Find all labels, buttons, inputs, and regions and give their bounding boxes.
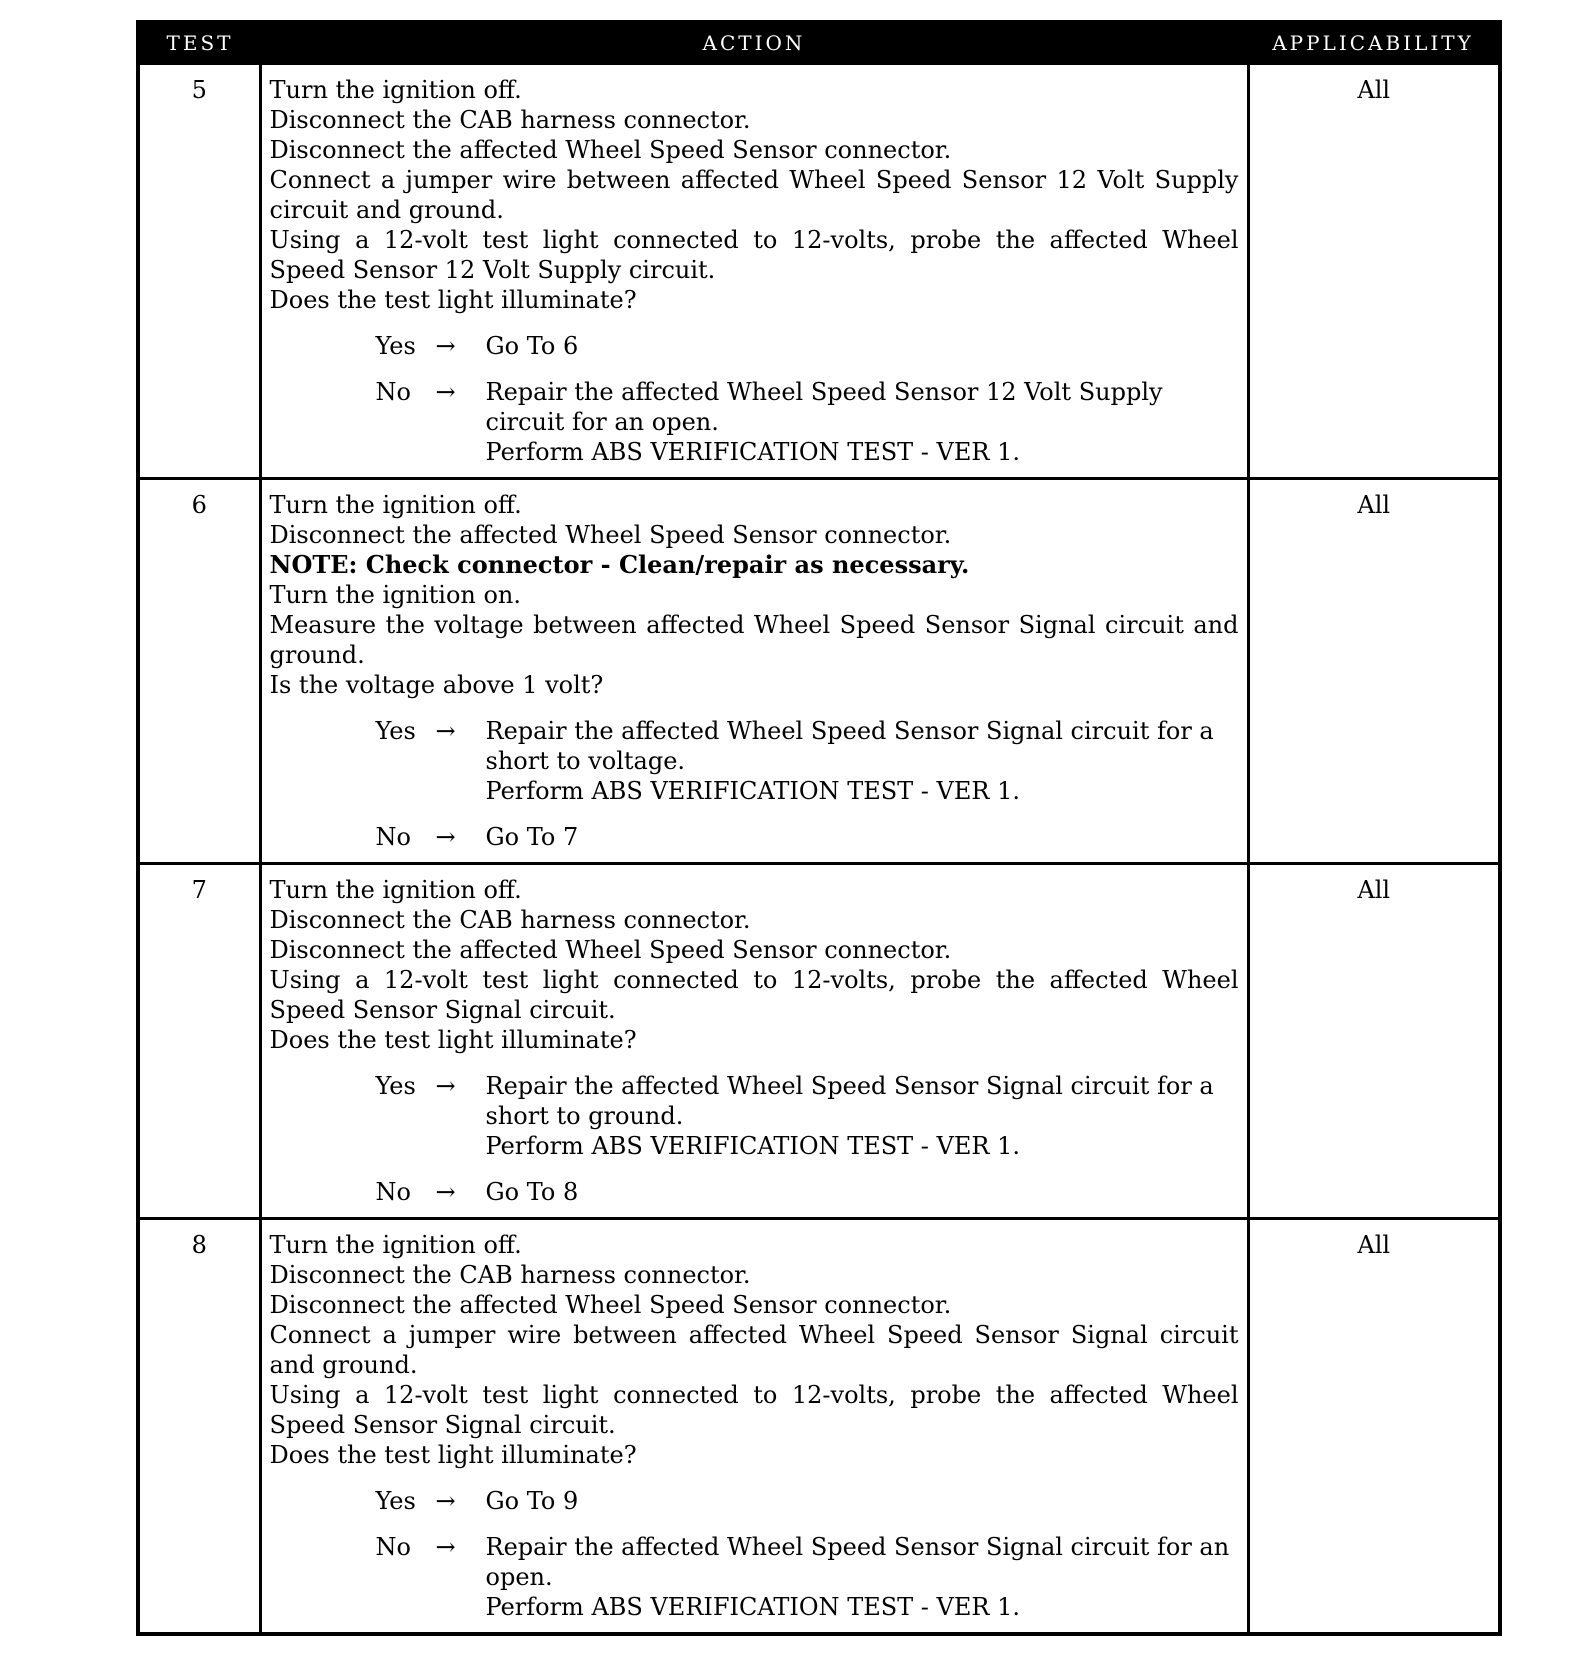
action-step: Disconnect the affected Wheel Speed Sensor connector.	[269, 936, 952, 964]
result-line: Go To 6	[485, 332, 579, 360]
outcome-yes	[270, 716, 1239, 806]
action-step: Disconnect the CAB harness connector.	[269, 1261, 751, 1289]
test-number: 6	[138, 479, 260, 864]
arrow-right-icon: →	[435, 1533, 456, 1561]
header-row	[138, 22, 1500, 64]
outcome-result	[486, 331, 1239, 361]
result-line: Go To 8	[485, 1178, 579, 1206]
outcome-result	[486, 822, 1239, 852]
applicability: All	[1248, 1219, 1500, 1635]
outcome-result	[486, 716, 1239, 806]
action-steps	[270, 490, 1239, 700]
arrow-right-icon: →	[435, 717, 456, 745]
test-row	[138, 1219, 1500, 1635]
outcome-no	[270, 1532, 1239, 1622]
action-steps	[270, 875, 1239, 1055]
outcome-yes	[270, 331, 1239, 361]
arrow-right-icon: →	[435, 823, 456, 851]
outcome-result	[486, 1532, 1239, 1622]
table-header	[138, 22, 1500, 64]
result-line: Perform ABS VERIFICATION TEST - VER 1.	[485, 438, 1020, 466]
outcome-no	[270, 377, 1239, 467]
outcome-answer: Yes	[375, 1072, 416, 1100]
outcome-result	[486, 1486, 1239, 1516]
result-line: Repair the affected Wheel Speed Sensor Signal circuit for a short to ground.	[485, 1072, 1214, 1130]
arrow-right-icon: →	[435, 1072, 456, 1100]
result-line: Go To 7	[485, 823, 579, 851]
test-number: 7	[138, 864, 260, 1219]
outcome-answer: Yes	[375, 332, 416, 360]
outcome-no	[270, 822, 1239, 852]
arrow-right-icon: →	[435, 378, 456, 406]
arrow-right-icon: →	[435, 1178, 456, 1206]
action-step: Disconnect the affected Wheel Speed Sensor connector.	[269, 136, 952, 164]
outcome-answer: No	[375, 1533, 411, 1561]
action-steps	[270, 75, 1239, 315]
action-step: Disconnect the affected Wheel Speed Sensor connector.	[269, 1291, 952, 1319]
action-cell	[260, 1219, 1248, 1635]
action-step: Using a 12-volt test light connected to 12-volts, probe the affected Wheel Speed Sensor Signal circuit.	[269, 1381, 1239, 1439]
header-applicability: APPLICABILITY	[1248, 22, 1500, 64]
applicability: All	[1248, 864, 1500, 1219]
action-cell	[260, 64, 1248, 479]
outcome-result	[486, 1177, 1239, 1207]
outcome-answer: No	[375, 378, 411, 406]
action-step: Connect a jumper wire between affected Wheel Speed Sensor Signal circuit and ground.	[269, 1321, 1239, 1379]
action-cell	[260, 479, 1248, 864]
action-step: Does the test light illuminate?	[269, 1026, 637, 1054]
action-step: Turn the ignition off.	[269, 76, 522, 104]
outcome-result	[486, 1071, 1239, 1161]
test-number: 5	[138, 64, 260, 479]
action-step: Does the test light illuminate?	[269, 1441, 637, 1469]
action-step: Using a 12-volt test light connected to 12-volts, probe the affected Wheel Speed Sensor 12 Volt Supply circuit.	[269, 226, 1239, 284]
arrow-right-icon: →	[435, 1487, 456, 1515]
test-row	[138, 864, 1500, 1219]
result-line: Perform ABS VERIFICATION TEST - VER 1.	[485, 1132, 1020, 1160]
header-action: ACTION	[260, 22, 1248, 64]
action-cell	[260, 864, 1248, 1219]
outcome-yes	[270, 1071, 1239, 1161]
action-step: Disconnect the affected Wheel Speed Sensor connector.	[269, 521, 952, 549]
outcome-no	[270, 1177, 1239, 1207]
action-step: Disconnect the CAB harness connector.	[269, 906, 751, 934]
test-number: 8	[138, 1219, 260, 1635]
result-line: Perform ABS VERIFICATION TEST - VER 1.	[485, 1593, 1020, 1621]
action-step: Turn the ignition off.	[269, 491, 522, 519]
applicability: All	[1248, 64, 1500, 479]
outcome-answer: Yes	[375, 1487, 416, 1515]
applicability: All	[1248, 479, 1500, 864]
test-row	[138, 64, 1500, 479]
result-line: Repair the affected Wheel Speed Sensor 12 Volt Supply circuit for an open.	[485, 378, 1163, 436]
action-step: Turn the ignition off.	[269, 876, 522, 904]
arrow-right-icon: →	[435, 332, 456, 360]
action-step: Turn the ignition off.	[269, 1231, 522, 1259]
action-step: Turn the ignition on.	[269, 581, 522, 609]
outcome-yes	[270, 1486, 1239, 1516]
table-body	[138, 64, 1500, 1635]
outcome-answer: No	[375, 1178, 411, 1206]
action-steps	[270, 1230, 1239, 1470]
header-test: TEST	[138, 22, 260, 64]
diagnostic-test-table	[136, 20, 1502, 1636]
action-step: Using a 12-volt test light connected to 12-volts, probe the affected Wheel Speed Sensor Signal circuit.	[269, 966, 1239, 1024]
outcome-answer: Yes	[375, 717, 416, 745]
outcome-result	[486, 377, 1239, 467]
action-step: Disconnect the CAB harness connector.	[269, 106, 751, 134]
result-line: Go To 9	[485, 1487, 579, 1515]
outcome-answer: No	[375, 823, 411, 851]
result-line: Perform ABS VERIFICATION TEST - VER 1.	[485, 777, 1020, 805]
note-step: NOTE: Check connector - Clean/repair as necessary.	[269, 550, 970, 579]
result-line: Repair the affected Wheel Speed Sensor Signal circuit for an open.	[485, 1533, 1230, 1591]
action-step: Measure the voltage between affected Wheel Speed Sensor Signal circuit and ground.	[269, 611, 1239, 669]
action-step: Connect a jumper wire between affected Wheel Speed Sensor 12 Volt Supply circuit and ground.	[269, 166, 1239, 224]
action-step: Is the voltage above 1 volt?	[269, 671, 604, 699]
test-row	[138, 479, 1500, 864]
action-step: Does the test light illuminate?	[269, 286, 637, 314]
result-line: Repair the affected Wheel Speed Sensor Signal circuit for a short to voltage.	[485, 717, 1214, 775]
